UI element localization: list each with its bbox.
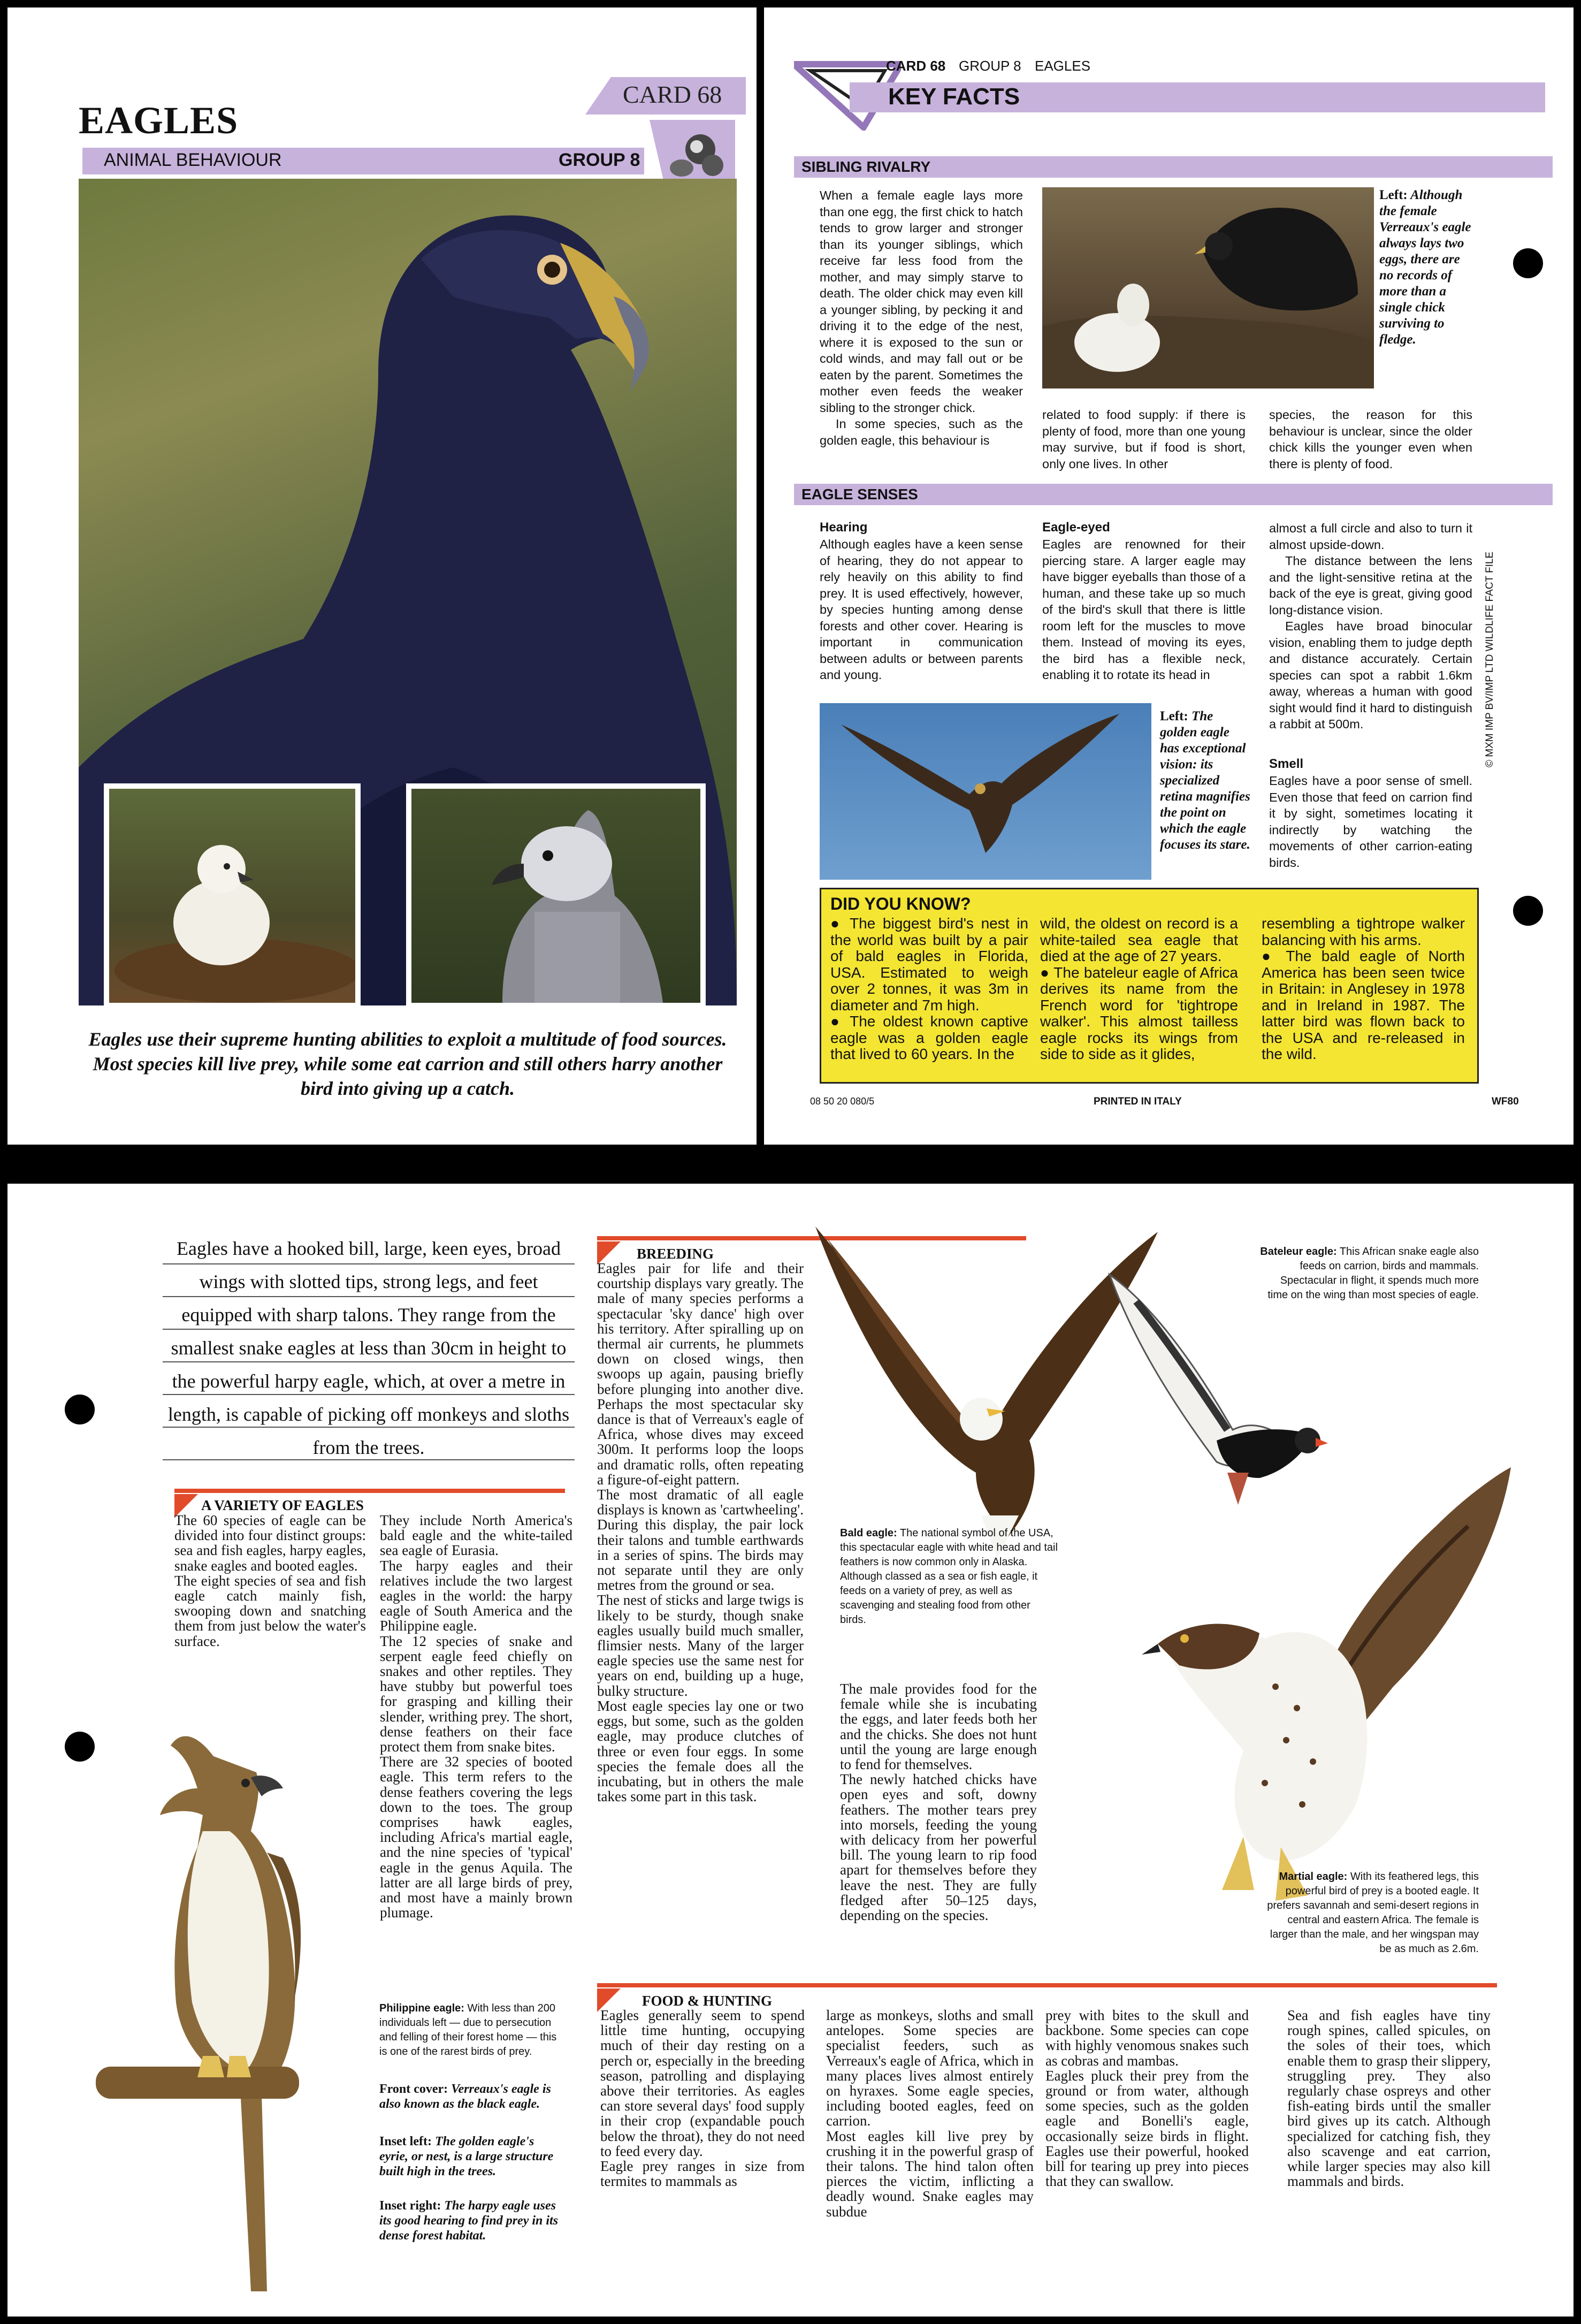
variety-rule xyxy=(174,1489,565,1493)
inset-left-note xyxy=(379,2134,561,2179)
punch-hole xyxy=(1513,896,1543,926)
golden-eagle-eyrie-photo xyxy=(104,783,361,1008)
food-col3: prey with bites to the skull and backbone. Some species can cope with highly venomous snakes such as cobras and mambas. Eagles pluck their prey from the ground or from water, although some species, such as the golden eagle and Bonelli's eagle, occasionally seize birds in flight. Eagles use their powerful, hooked bill for tearing up prey into pieces that they can swallow. xyxy=(1045,2007,1249,2190)
food-col2: large as monkeys, sloths and small antelopes. Some species are specialist feeders, such as Verreaux's eagle of Africa, which in many places lives almost entirely on hyraxes. Some eagle species, including booted eagles, feed on carrion. Most eagles kill live prey by crushing it in the powerful grasp of their talons. The hind talon often pierces the victim, inflicting a deadly wound. Snake eagles may subdue xyxy=(826,2007,1034,2220)
philippine-note xyxy=(379,2001,561,2059)
bald-eagle-label: Bald eagle: xyxy=(840,1527,897,1539)
front-card xyxy=(7,7,757,1145)
did-you-know-col1: ● The biggest bird's nest in the world was built by a pair of bald eagles in Florida, USA. Estimated to weigh over 2 tonnes, it was 3m in diameter and 7m high. ● The oldest known captive eagle was a golden eagle that lived to 60 years. In the xyxy=(830,915,1028,1062)
front-caption: Eagles use their supreme hunting abilities to exploit a multitude of food sources. Most species kill live prey, while some eat carrion and still others harry another bird into giving up a catch. xyxy=(88,1028,727,1099)
nest-photo-caption xyxy=(1379,187,1473,348)
sibling-rivalry-para1: When a female eagle lays more than one egg, the first chick to hatch tends to grow larger and stronger than its younger siblings, which receive far less food from the mother, and may simply starve to death. The older chick may even kill a younger sibling, by pecking it and driving it to the edge of the nest, where it is exposed to the sun or cold winds, and may fall out or be eaten by the parent. Sometimes the mother even feeds the weaker sibling to the stronger chick. xyxy=(820,188,1023,415)
martial-eagle-label: Martial eagle: xyxy=(1279,1871,1348,1883)
harpy-eagle-photo xyxy=(406,783,706,1008)
variety-col2: They include North America's bald eagle and the white-tailed sea eagle of Eurasia. The harpy eagles and their relatives include the two largest eagles in the world: the harpy eagle of South America and the Philippine eagle. The 12 species of snake and serpent eagle feed chiefly on snakes and other reptiles. They have stubby but powerful toes for grasping and killing their slender, writhing prey. The short, dense feathers on their face protect them from snake bites. There are 32 species of booted eagle. This term refers to the dense feathers covering the legs down to the toes. The group comprises hawk eagles, including Africa's martial eagle, and the nine species of 'typical' eagle in the genus Aquila. The latter are all large birds of prey, and most have a mainly brown plumage. xyxy=(380,1512,572,1921)
footer-printed: PRINTED IN ITALY xyxy=(1094,1096,1182,1107)
inset-right-note xyxy=(379,2198,561,2243)
intro-text: Eagles have a hooked bill, large, keen eyes, broad wings with slotted tips, strong legs, and feet equipped with sharp talons. They range from the smallest snake eagles at less than 30cm in height to the powerful harpy eagle, which, at over a metre in length, is capable of picking off monkeys and sloths from the trees. xyxy=(163,1232,575,1464)
group-label: GROUP 8 xyxy=(559,150,640,170)
sibling-rivalry-col3: species, the reason for this behaviour is unclear, since the older chick kills the younger even when there is plenty of food. xyxy=(1269,408,1472,471)
footer-wf-code: WF80 xyxy=(1492,1096,1519,1107)
food-col4: Sea and fish eagles have tiny rough spines, called spicules, on the soles of their toes, which enable them to grasp their slippery, struggling prey. They also regularly chase ospreys and other fish-eating birds until the smaller bird gives up its catch. Although specialized for catching fish, they also scavenge and eat carrion, while larger species may also kill mammals and birds. xyxy=(1287,2007,1491,2190)
copyright-notice: © MXM IMP BV/IMP LTD WILDLIFE FACT FILE xyxy=(1484,551,1495,767)
senses-col3-para1: almost a full circle and also to turn it almost upside-down. xyxy=(1269,521,1472,552)
kf-header-group: GROUP 8 xyxy=(959,58,1021,74)
bald-eagle-text: The national symbol of the USA, this spectacular eagle with white head and tail feathers is now common only in Alaska. Although classed as a sea or fish eagle, it feeds on a variety of prey, as well as scavenging and stealing food from other birds. xyxy=(840,1527,1058,1626)
inset-right-label: Inset right: xyxy=(379,2199,441,2213)
bateleur-eagle-label: Bateleur eagle: xyxy=(1260,1246,1337,1258)
footer-code: 08 50 20 080/5 xyxy=(810,1096,875,1107)
sibling-rivalry-col1 xyxy=(820,187,1023,448)
sibling-rivalry-para2: In some species, such as the golden eagle, this behaviour is xyxy=(820,417,1023,447)
food-col1: Eagles generally seem to spend little time hunting, occupying much of their day resting on a perch or, especially in the breeding season, patrolling and displaying above their territories. As eagles can store several days' food supply in their crop (expandable pouch below the throat), they do not need to feed every day. Eagle prey ranges in size from termites to mammals as xyxy=(600,2007,805,2190)
variety-title: A VARIETY OF EAGLES xyxy=(201,1497,364,1513)
bateleur-eagle-text: This African snake eagle also feeds on carrion, birds and mammals. Spectacular in flight, it spends much more time on the wing than most species of eagle. xyxy=(1267,1246,1479,1301)
front-cover-note xyxy=(379,2082,561,2112)
philippine-eagle-illustration xyxy=(90,1724,369,2313)
sibling-rivalry-heading: SIBLING RIVALRY xyxy=(794,156,1553,178)
bateleur-eagle-note xyxy=(1259,1245,1479,1302)
back-card xyxy=(7,1184,1574,2317)
flight-caption-text: The golden eagle has exceptional vision: its specialized retina magnifies the point on which the eagle focuses its stare. xyxy=(1160,709,1250,852)
verreaux-nest-photo xyxy=(1042,187,1374,388)
hearing-title: Hearing xyxy=(820,520,868,535)
inset-left-label: Inset left: xyxy=(379,2135,432,2148)
breeding-col1: Eagles pair for life and their courtship displays vary greatly. The male of many species performs a spectacular 'sky dance' high over his territory. After spiralling up on thermal air currents, he plummets down on closed wings, then swoops up again, pausing briefly before plunging into another dive. Perhaps the most spectacular sky dance is that of Verreaux's eagle of Africa, whose dives may exceed 300m. It performs loop the loops and dramatic rolls, often repeating a figure-of-eight pattern. The most dramatic of all eagle displays is known as 'cartwheeling'. During this display, the pair lock their talons and tumble earthwards in a series of spins. The birds may not separate until they are only metres from the ground or sea. The nest of sticks and large twigs is likely to be sturdy, though snake eagles usually build much smaller, flimsier nests. Many of the larger eagle species use the same nest for years on end, building up a huge, bulky structure. Most eagle species lay one or two eggs, but some, such as the golden eagle, may produce clutches of three or even four eggs. In some species the female does all the incubating, but in others the male takes some part in this task. xyxy=(597,1260,804,1805)
martial-eagle-text: With its feathered legs, this powerful bird of prey is a booted eagle. It prefers savannah and semi-desert regions in central and eastern Africa. The female is larger than the male, and her wingspan may be as much as 2.6m. xyxy=(1267,1871,1479,1955)
kf-header-card: CARD 68 xyxy=(886,58,946,74)
key-facts-title: KEY FACTS xyxy=(888,83,1020,110)
did-you-know-col2: wild, the oldest on record is a white-tailed sea eagle that died at the age of 27 years. ● The bateleur eagle of Africa derives its name from the French word for 'tightrope walker'. This almost tailless eagle rocks its wings from side to side as it glides, xyxy=(1040,915,1238,1062)
senses-col3-para3: Eagles have broad binocular vision, enabling them to judge depth and distance accurately. Certain species can spot a rabbit 1.6km away, whereas a human with good sight would find it hard to distinguish a rabbit at 500m. xyxy=(1269,619,1472,731)
flight-caption-label: Left: xyxy=(1160,709,1188,723)
food-rule xyxy=(597,1983,1497,1987)
nest-caption-label: Left: xyxy=(1379,188,1408,202)
punch-hole xyxy=(1513,248,1543,278)
eagle-eyed-text: Eagles are renowned for their piercing stare. A larger eagle may have bigger eyeballs than those of a human, and these take up so much of the bird's skull that there is little room left for the muscles to move them. Instead of moving its eyes, the bird has a flexible neck, enabling it to rotate its head in xyxy=(1042,537,1246,682)
senses-col3-para2: The distance between the lens and the light-sensitive retina at the back of the eye is great, giving good long-distance vision. xyxy=(1269,554,1472,617)
front-cover-text: Verreaux's eagle is also known as the black eagle. xyxy=(379,2082,551,2111)
front-title: EAGLES xyxy=(79,99,239,142)
breeding-title: BREEDING xyxy=(637,1246,714,1262)
nest-caption-text: Although the female Verreaux's eagle always lays two eggs, there are no records of more than a single chick surviving to fledge. xyxy=(1379,188,1471,347)
front-cover-label: Front cover: xyxy=(379,2082,448,2096)
card-number: CARD 68 xyxy=(623,81,722,108)
senses-col3 xyxy=(1269,520,1472,733)
did-you-know-title: DID YOU KNOW? xyxy=(830,894,971,913)
philippine-label: Philippine eagle: xyxy=(379,2002,464,2014)
smell-title: Smell xyxy=(1269,757,1304,771)
bald-eagle-note xyxy=(840,1526,1059,1627)
flight-photo-caption xyxy=(1160,708,1251,853)
smell-text: Eagles have a poor sense of smell. Even those that feed on carrion find it by sight, sometimes locating it indirectly by watching the movements of other carrion-eating birds. xyxy=(1269,774,1472,870)
inset-right-text: The harpy eagle uses its good hearing to find prey in its dense forest habitat. xyxy=(379,2199,559,2243)
eagle-senses-heading: EAGLE SENSES xyxy=(794,484,1553,505)
kf-header-topic: EAGLES xyxy=(1035,58,1091,74)
food-title: FOOD & HUNTING xyxy=(642,1993,772,2009)
eagle-eyed-title: Eagle-eyed xyxy=(1042,520,1110,535)
category-label: ANIMAL BEHAVIOUR xyxy=(104,150,282,170)
punch-hole xyxy=(65,1395,95,1424)
philippine-text: With less than 200 individuals left — due to persecution and felling of their forest home — this is one of the rarest birds of prey. xyxy=(379,2002,557,2058)
key-facts-card xyxy=(764,7,1574,1145)
inset-left-text: The golden eagle's eyrie, or nest, is a large structure built high in the trees. xyxy=(379,2135,554,2178)
breeding-col2: The male provides food for the female while she is incubating the eggs, and later feeds both her and the chicks. She does not hunt until the young are large enough to fend for themselves. The newly hatched chicks have open eyes and soft, downy feathers. The mother tears prey into morsels, feeding the young with delicacy from her powerful bill. The young learn to rip food apart for themselves before they leave the nest. They are fully fledged after 50–125 days, depending on the species. xyxy=(840,1681,1037,1924)
hearing-text: Although eagles have a keen sense of hearing, they do not appear to rely heavily on this ability to find prey. It is used effectively, however, by species hunting among dense forests and other cover. Hearing is important in communication between adults or between parents and young. xyxy=(820,537,1023,682)
golden-eagle-flight-photo xyxy=(820,703,1151,880)
martial-eagle-note xyxy=(1259,1870,1479,1956)
did-you-know-col3: resembling a tightrope walker balancing with his arms. ● The bald eagle of North America has been seen twice in Britain: in Anglesey in 1978 and in Ireland in 1987. The latter bird was flown back to the USA and re-released in the wild. xyxy=(1262,915,1465,1062)
variety-col1: The 60 species of eagle can be divided into four distinct groups: sea and fish eagles, harpy eagles, snake eagles and booted eagles. The eight species of sea and fish eagle catch mainly fish, swooping down and snatching them from just below the water's surface. xyxy=(174,1512,366,1649)
sibling-rivalry-col2: related to food supply: if there is plenty of food, more than one young may survive, but if food is short, only one lives. In other xyxy=(1042,408,1246,471)
